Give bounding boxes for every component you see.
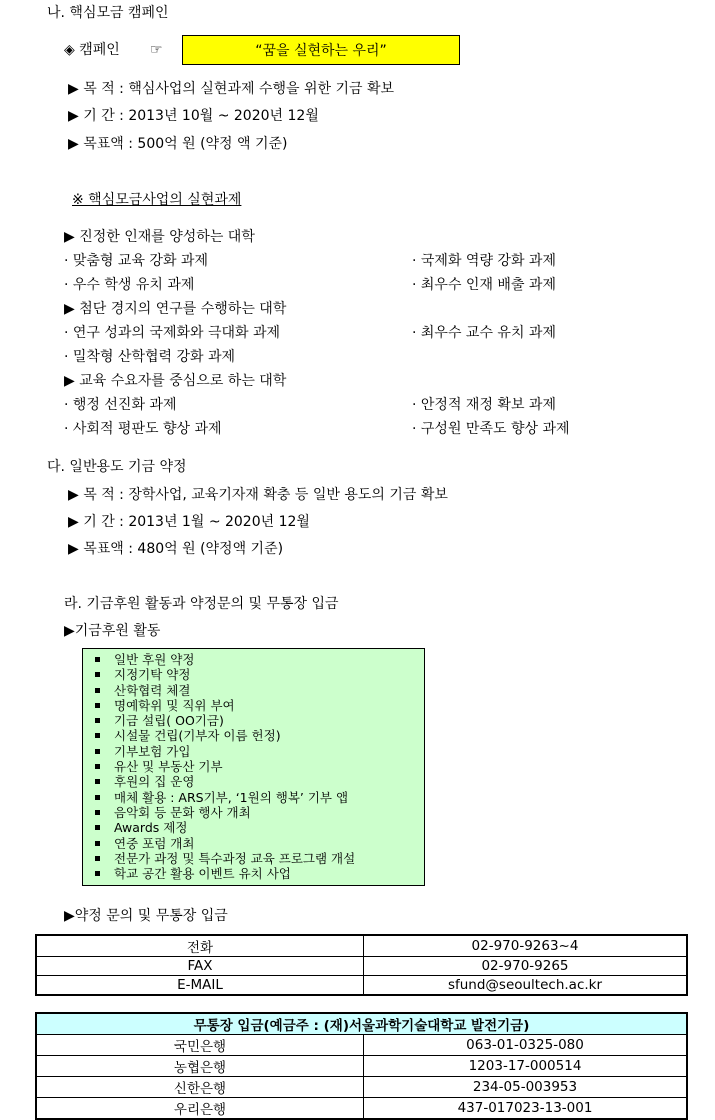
bank-name: 신한은행 <box>36 1077 364 1098</box>
list-item: 시설물 건립(기부자 이름 헌정) <box>91 728 424 743</box>
bank-table-header: 무통장 입금(예금주 : (재)서울과학기술대학교 발전기금) <box>36 1013 687 1035</box>
contact-label: FAX <box>36 957 364 976</box>
square-bullet-icon <box>95 749 100 754</box>
da-purpose: ▶ 목 적 : 장학사업, 교육기자재 확충 등 일반 용도의 기금 확보 <box>68 487 448 503</box>
table-row <box>36 1077 687 1098</box>
task-item: · 국제화 역량 강화 과제 <box>412 253 556 269</box>
list-item: 학교 공간 활용 이벤트 유치 사업 <box>91 866 424 881</box>
pointer-icon: ☞ <box>150 42 163 58</box>
table-row <box>36 1056 687 1077</box>
bank-table <box>35 1012 688 1120</box>
table-header-row <box>36 1013 687 1035</box>
list-item: 기금 설립( OO기금) <box>91 713 424 728</box>
section-da-heading: 다. 일반용도 기금 약정 <box>47 459 187 475</box>
square-bullet-icon <box>95 825 100 830</box>
square-bullet-icon <box>95 764 100 769</box>
account-number: 234-05-003953 <box>364 1077 688 1098</box>
contact-title: ▶약정 문의 및 무통장 입금 <box>64 908 228 924</box>
list-item: 기부보험 가입 <box>91 744 424 759</box>
bank-name: 농협은행 <box>36 1056 364 1077</box>
square-bullet-icon <box>95 657 100 662</box>
contact-label: 전화 <box>36 935 364 957</box>
table-row <box>36 1035 687 1056</box>
tasks-title: ※ 핵심모금사업의 실현과제 <box>72 192 242 208</box>
task-item: · 우수 학생 유치 과제 <box>64 277 195 293</box>
account-number: 437-017023-13-001 <box>364 1098 688 1120</box>
list-item: 유산 및 부동산 기부 <box>91 759 424 774</box>
list-item: 음악회 등 문화 행사 개최 <box>91 805 424 820</box>
activities-box <box>82 648 425 886</box>
contact-label: E-MAIL <box>36 976 364 996</box>
na-target: ▶ 목표액 : 500억 원 (약정 액 기준) <box>68 136 288 152</box>
section-na-heading: 나. 핵심모금 캠페인 <box>47 5 169 21</box>
table-row <box>36 976 687 996</box>
list-item: 후원의 집 운영 <box>91 774 424 789</box>
task-item: · 맞춤형 교육 강화 과제 <box>64 253 208 269</box>
list-item: 지정기탁 약정 <box>91 667 424 682</box>
list-item: 산학협력 체결 <box>91 683 424 698</box>
square-bullet-icon <box>95 871 100 876</box>
contact-value: 02-970-9263~4 <box>364 935 688 957</box>
account-number: 1203-17-000514 <box>364 1056 688 1077</box>
table-row <box>36 935 687 957</box>
task-item: · 구성원 만족도 향상 과제 <box>412 421 570 437</box>
square-bullet-icon <box>95 672 100 677</box>
square-bullet-icon <box>95 688 100 693</box>
account-number: 063-01-0325-080 <box>364 1035 688 1056</box>
list-item: 명예학위 및 직위 부여 <box>91 698 424 713</box>
group-title: ▶ 첨단 경지의 연구를 수행하는 대학 <box>64 301 287 317</box>
contact-table <box>35 934 688 996</box>
table-row <box>36 1098 687 1120</box>
na-purpose: ▶ 목 적 : 핵심사업의 실현과제 수행을 위한 기금 확보 <box>68 81 395 97</box>
square-bullet-icon <box>95 795 100 800</box>
bank-name: 우리은행 <box>36 1098 364 1120</box>
activities-title: ▶기금후원 활동 <box>64 623 161 639</box>
list-item: 전문가 과정 및 특수과정 교육 프로그램 개설 <box>91 851 424 866</box>
square-bullet-icon <box>95 841 100 846</box>
group-title: ▶ 교육 수요자를 중심으로 하는 대학 <box>64 373 287 389</box>
square-bullet-icon <box>95 810 100 815</box>
square-bullet-icon <box>95 703 100 708</box>
bank-name: 국민은행 <box>36 1035 364 1056</box>
campaign-slogan: “꿈을 실현하는 우리” <box>182 35 460 65</box>
list-item: Awards 제정 <box>91 820 424 835</box>
group-title: ▶ 진정한 인재를 양성하는 대학 <box>64 229 255 245</box>
square-bullet-icon <box>95 718 100 723</box>
table-row <box>36 957 687 976</box>
task-item: · 안정적 재정 확보 과제 <box>412 397 556 413</box>
contact-value: 02-970-9265 <box>364 957 688 976</box>
task-item: · 최우수 인재 배출 과제 <box>412 277 556 293</box>
campaign-label: ◈ 캠페인 <box>64 42 120 58</box>
section-ra-heading: 라. 기금후원 활동과 약정문의 및 무통장 입금 <box>64 596 339 612</box>
da-period: ▶ 기 간 : 2013년 1월 ~ 2020년 12월 <box>68 514 310 530</box>
square-bullet-icon <box>95 733 100 738</box>
na-period: ▶ 기 간 : 2013년 10월 ~ 2020년 12월 <box>68 108 319 124</box>
task-item: · 밀착형 산학협력 강화 과제 <box>64 349 236 365</box>
task-item: · 최우수 교수 유치 과제 <box>412 325 556 341</box>
square-bullet-icon <box>95 856 100 861</box>
list-item: 매체 활용 : ARS기부, ‘1원의 행복’ 기부 앱 <box>91 790 424 805</box>
contact-email[interactable]: sfund@seoultech.ac.kr <box>364 976 688 996</box>
list-item: 일반 후원 약정 <box>91 652 424 667</box>
task-item: · 사회적 평판도 향상 과제 <box>64 421 222 437</box>
task-item: · 연구 성과의 국제화와 극대화 과제 <box>64 325 281 341</box>
list-item: 연중 포럼 개최 <box>91 836 424 851</box>
square-bullet-icon <box>95 779 100 784</box>
task-item: · 행정 선진화 과제 <box>64 397 177 413</box>
da-target: ▶ 목표액 : 480억 원 (약정액 기준) <box>68 541 284 557</box>
